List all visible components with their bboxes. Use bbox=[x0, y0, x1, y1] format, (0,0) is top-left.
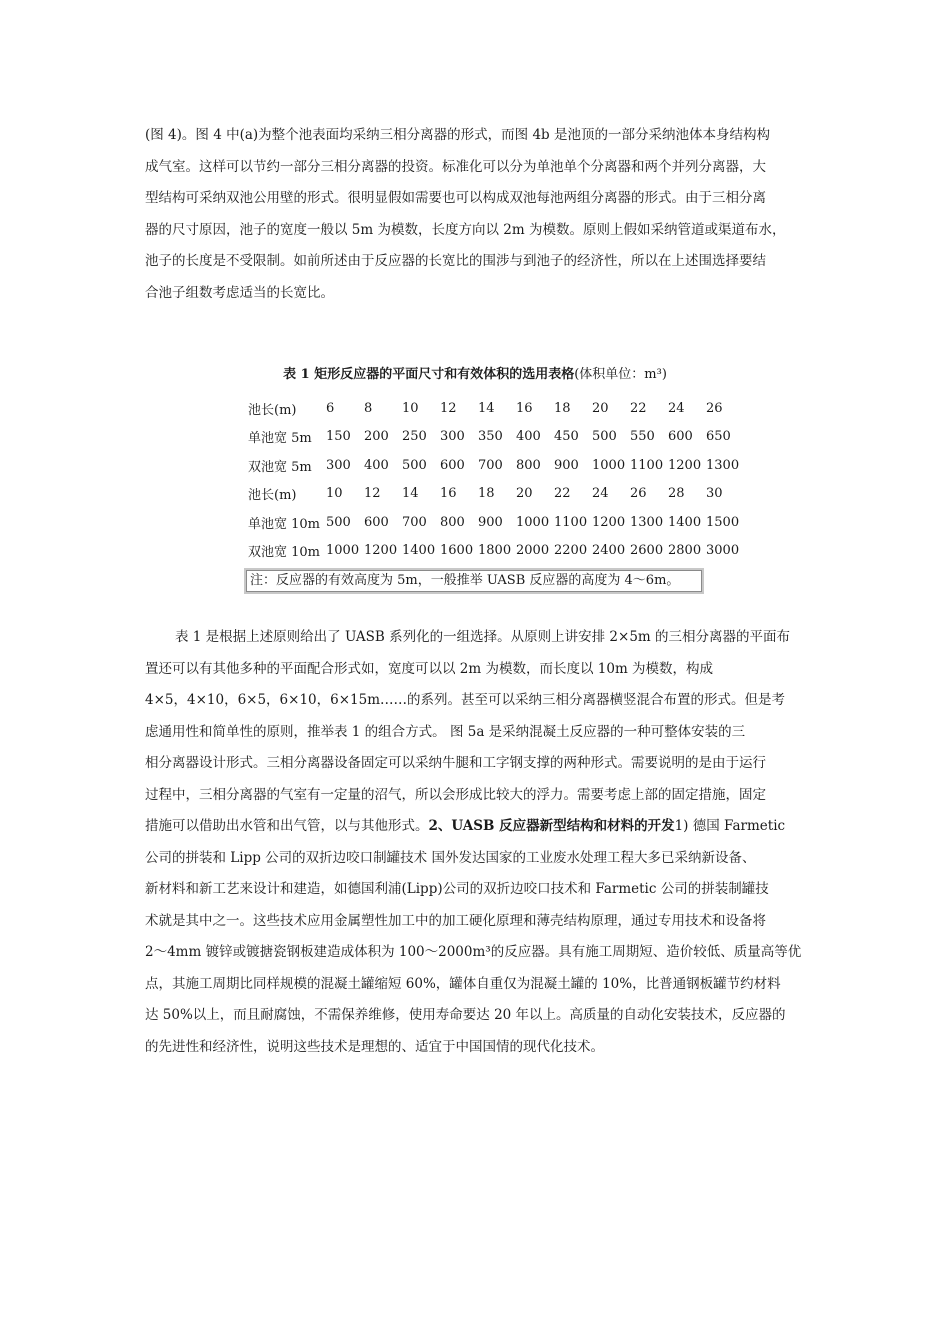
table-cell: 12 bbox=[364, 486, 381, 502]
table-cell: 600 bbox=[364, 514, 389, 530]
table-cell: 1400 bbox=[402, 543, 436, 559]
subsection-heading: 1) 德国 Farmetic bbox=[674, 818, 786, 834]
dimension-volume-table bbox=[244, 394, 744, 565]
table-cell: 2400 bbox=[592, 543, 626, 559]
table-cell: 2800 bbox=[668, 543, 702, 559]
table-cell: 700 bbox=[402, 514, 427, 530]
table-cell: 200 bbox=[364, 429, 389, 445]
table-cell: 18 bbox=[478, 486, 495, 502]
table-cell: 2600 bbox=[630, 543, 664, 559]
row-label: 单池宽 5m bbox=[248, 431, 312, 447]
text-line: 新材料和新工艺来设计和建造，如德国利浦(Lipp)公司的双折边咬口技术和 Farmetic 公司的拼装制罐技 bbox=[145, 881, 769, 897]
text-line: 达 50%以上，而且耐腐蚀，不需保养维修，使用寿命要达 20 年以上。高质量的自动化安装技术，反应器的 bbox=[145, 1007, 786, 1023]
text-line: 公司的拼装和 Lipp 公司的双折边咬口制罐技术 国外发达国家的工业废水处理工程大多已采纳新设备、 bbox=[145, 849, 756, 866]
table-caption-unit: (体积单位：m³) bbox=[574, 367, 667, 382]
row-label: 双池宽 10m bbox=[248, 545, 321, 561]
table-row bbox=[244, 537, 744, 566]
table-cell: 800 bbox=[516, 457, 541, 473]
table-row bbox=[244, 480, 744, 509]
table-caption bbox=[0, 365, 950, 385]
text-line: 虑通用性和简单性的原则，推举表 1 的组合方式。 图 5a 是采纳混凝土反应器的一种可整体安装的三 bbox=[145, 723, 746, 740]
table-cell: 22 bbox=[630, 400, 647, 416]
table-cell: 24 bbox=[668, 400, 685, 416]
table-cell: 1400 bbox=[668, 514, 702, 530]
table-cell: 1500 bbox=[706, 514, 740, 530]
table-cell: 14 bbox=[402, 486, 419, 502]
table-row bbox=[244, 394, 744, 423]
text-segment: 措施可以借助出水管和出气管，以与其他形式。 bbox=[145, 818, 429, 834]
text-line: 池子的长度是不受限制。如前所述由于反应器的长宽比的围涉与到池子的经济性，所以在上述围选择要结 bbox=[145, 253, 766, 269]
table-cell: 600 bbox=[440, 457, 465, 473]
table-cell: 250 bbox=[402, 429, 427, 445]
table-cell: 300 bbox=[326, 457, 351, 473]
table-cell: 22 bbox=[554, 486, 571, 502]
table-cell: 800 bbox=[440, 514, 465, 530]
table-cell: 700 bbox=[478, 457, 503, 473]
table-cell: 2200 bbox=[554, 543, 588, 559]
row-label: 池长(m) bbox=[248, 488, 297, 504]
paragraph-intro bbox=[145, 120, 810, 309]
table-cell: 150 bbox=[326, 429, 351, 445]
table-cell: 1200 bbox=[592, 514, 626, 530]
table-cell: 16 bbox=[440, 486, 457, 502]
table-cell: 24 bbox=[592, 486, 609, 502]
table-cell: 600 bbox=[668, 429, 693, 445]
table-row bbox=[244, 508, 744, 537]
table-cell: 6 bbox=[326, 400, 335, 416]
table-cell: 2000 bbox=[516, 543, 550, 559]
table-cell: 20 bbox=[516, 486, 533, 502]
table-cell: 28 bbox=[668, 486, 685, 502]
text-line: 点，其施工周期比同样规模的混凝土罐缩短 60%，罐体自重仅为混凝土罐的 10%，比普通钢板罐节约材料 bbox=[145, 975, 781, 992]
table-caption-title: 表 1 矩形反应器的平面尺寸和有效体积的选用表格 bbox=[283, 367, 575, 382]
text-line: 的先进性和经济性，说明这些技术是理想的、适宜于中国国情的现代化技术。 bbox=[145, 1038, 604, 1055]
table-cell: 3000 bbox=[706, 543, 740, 559]
paragraph-main bbox=[145, 622, 810, 1063]
row-label: 池长(m) bbox=[248, 402, 297, 418]
table-cell: 10 bbox=[326, 486, 343, 502]
table-cell: 1200 bbox=[364, 543, 398, 559]
table-cell: 350 bbox=[478, 429, 503, 445]
table-body bbox=[244, 394, 744, 565]
text-line: 型结构可采纳双池公用壁的形式。很明显假如需要也可以构成双池每池两组分离器的形式。由于三相分离 bbox=[145, 190, 766, 206]
table-cell: 550 bbox=[630, 429, 655, 445]
table-cell: 400 bbox=[516, 429, 541, 445]
table-cell: 20 bbox=[592, 400, 609, 416]
table-cell: 8 bbox=[364, 400, 373, 416]
table-cell: 400 bbox=[364, 457, 389, 473]
table-cell: 500 bbox=[402, 457, 427, 473]
table-cell: 1000 bbox=[516, 514, 550, 530]
text-line: 器的尺寸原因，池子的宽度一般以 5m 为模数，长度方向以 2m 为模数。原则上假如采纳管道或渠道布水， bbox=[145, 221, 786, 238]
table-cell: 650 bbox=[706, 429, 731, 445]
table-cell: 1600 bbox=[440, 543, 474, 559]
text-line: (图 4)。图 4 中(a)为整个池表面均采纳三相分离器的形式，而图 4b 是池顶的一部分采纳池体本身结构构 bbox=[145, 127, 770, 143]
table-row bbox=[244, 451, 744, 480]
table-cell: 1800 bbox=[478, 543, 512, 559]
text-line: 术就是其中之一。这些技术应用金属塑性加工中的加工硬化原理和薄壳结构原理，通过专用技术和设备将 bbox=[145, 912, 766, 929]
table-cell: 10 bbox=[402, 400, 419, 416]
text-line: 置还可以有其他多种的平面配合形式如，宽度可以以 2m 为模数，而长度以 10m 为模数，构成 bbox=[145, 660, 714, 677]
text-line: 相分离器设计形式。三相分离器设备固定可以采纳牛腿和工字钢支撑的两种形式。需要说明的是由于运行 bbox=[145, 755, 766, 771]
table-cell: 26 bbox=[630, 486, 647, 502]
row-label: 双池宽 5m bbox=[248, 459, 312, 475]
table-cell: 500 bbox=[326, 514, 351, 530]
table-cell: 1100 bbox=[554, 514, 588, 530]
table-cell: 1000 bbox=[592, 457, 626, 473]
table-cell: 30 bbox=[706, 486, 723, 502]
table-cell: 900 bbox=[478, 514, 503, 530]
text-line-heading bbox=[145, 811, 810, 843]
section-heading: 2、UASB 反应器新型结构和材料的开发 bbox=[428, 818, 675, 834]
text-line: 表 1 是根据上述原则给出了 UASB 系列化的一组选择。从原则上讲安排 2×5m 的三相分离器的平面布 bbox=[175, 629, 791, 645]
table-cell: 1000 bbox=[326, 543, 360, 559]
table-cell: 12 bbox=[440, 400, 457, 416]
text-line: 成气室。这样可以节约一部分三相分离器的投资。标准化可以分为单池单个分离器和两个并列分离器，大 bbox=[145, 158, 766, 175]
table-row bbox=[244, 423, 744, 452]
table-cell: 26 bbox=[706, 400, 723, 416]
table-cell: 18 bbox=[554, 400, 571, 416]
text-line: 过程中，三相分离器的气室有一定量的沼气，所以会形成比较大的浮力。需要考虑上部的固定措施，固定 bbox=[145, 786, 766, 803]
text-line: 4×5，4×10，6×5，6×10，6×15m……的系列。甚至可以采纳三相分离器横竖混合布置的形式。但是考 bbox=[145, 692, 786, 708]
table-cell: 450 bbox=[554, 429, 579, 445]
table-cell: 16 bbox=[516, 400, 533, 416]
table-cell: 1200 bbox=[668, 457, 702, 473]
table-cell: 1300 bbox=[630, 514, 664, 530]
table-cell: 1100 bbox=[630, 457, 664, 473]
table-cell: 300 bbox=[440, 429, 465, 445]
table-cell: 900 bbox=[554, 457, 579, 473]
table-note: 注：反应器的有效高度为 5m，一般推举 UASB 反应器的高度为 4～6m。 bbox=[244, 568, 704, 594]
table-cell: 500 bbox=[592, 429, 617, 445]
table-cell: 14 bbox=[478, 400, 495, 416]
text-line: 合池子组数考虑适当的长宽比。 bbox=[145, 284, 334, 301]
text-line: 2～4mm 镀锌或镀搪瓷钢板建造成体积为 100～2000m³的反应器。具有施工周期短、造价较低、质量高等优 bbox=[145, 944, 802, 960]
table-cell: 1300 bbox=[706, 457, 740, 473]
row-label: 单池宽 10m bbox=[248, 516, 321, 532]
